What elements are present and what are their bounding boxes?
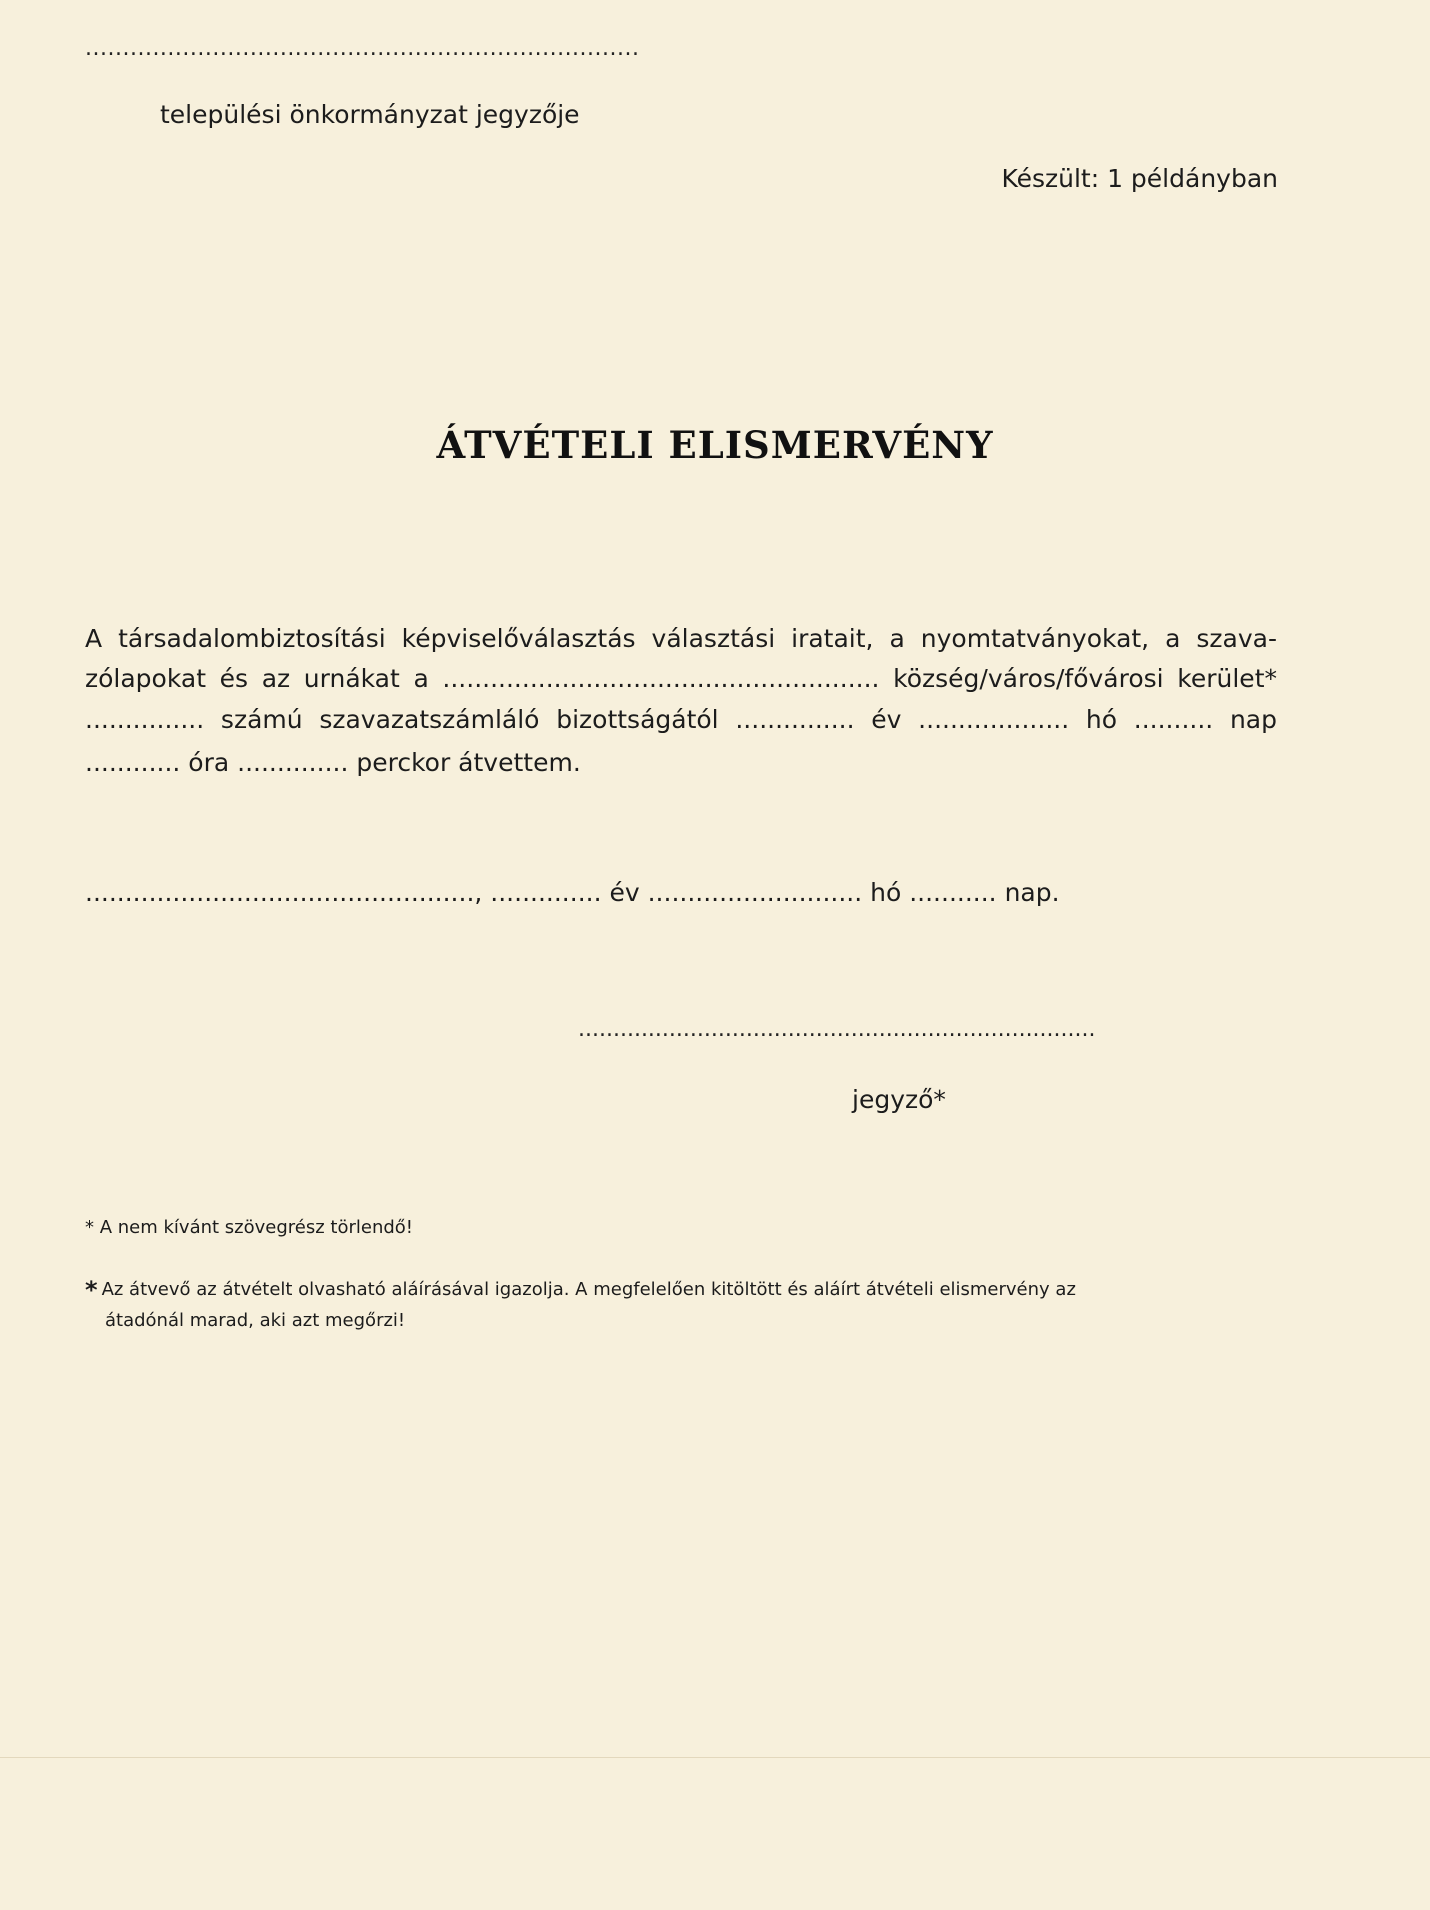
signature-label: jegyző* [852, 1085, 946, 1114]
body-line-3: ............... számú szavazatszámláló bizottságától ............... év ................... hó .......... nap [85, 705, 1277, 734]
date-line: ................................................., .............. év ........................... hó ........... nap. [85, 878, 1060, 907]
notary-label: települési önkormányzat jegyzője [160, 100, 580, 129]
body-line-1: A társadalombiztosítási képviselőválasztás választási iratait, a nyomtatványokat, a szava- [85, 624, 1277, 653]
body-line-2: zólapokat és az urnákat a ....................................................... község/város/fővárosi kerület* [85, 664, 1277, 693]
document-title: ÁTVÉTELI ELISMERVÉNY [436, 423, 994, 467]
body-line-4: ............ óra .............. perckor átvettem. [85, 748, 581, 777]
page-fold-line [0, 1757, 1430, 1758]
footnote-2-line-1: Az átvevő az átvételt olvasható aláírásával igazolja. A megfelelően kitöltött és aláírt átvételi elismervény az [101, 1279, 1076, 1300]
signature-line: .......................................................................... [578, 1017, 1096, 1042]
notary-signature-line: .......................................................................... [85, 36, 640, 61]
footnote-1: * A nem kívánt szövegrész törlendő! [85, 1217, 414, 1238]
footnote-2 [85, 1272, 1076, 1336]
copies-note: Készült: 1 példányban [1001, 164, 1278, 193]
footnote-2-line-2: átadónál marad, aki azt megőrzi! [105, 1310, 406, 1331]
asterisk-icon: * [85, 1276, 98, 1304]
